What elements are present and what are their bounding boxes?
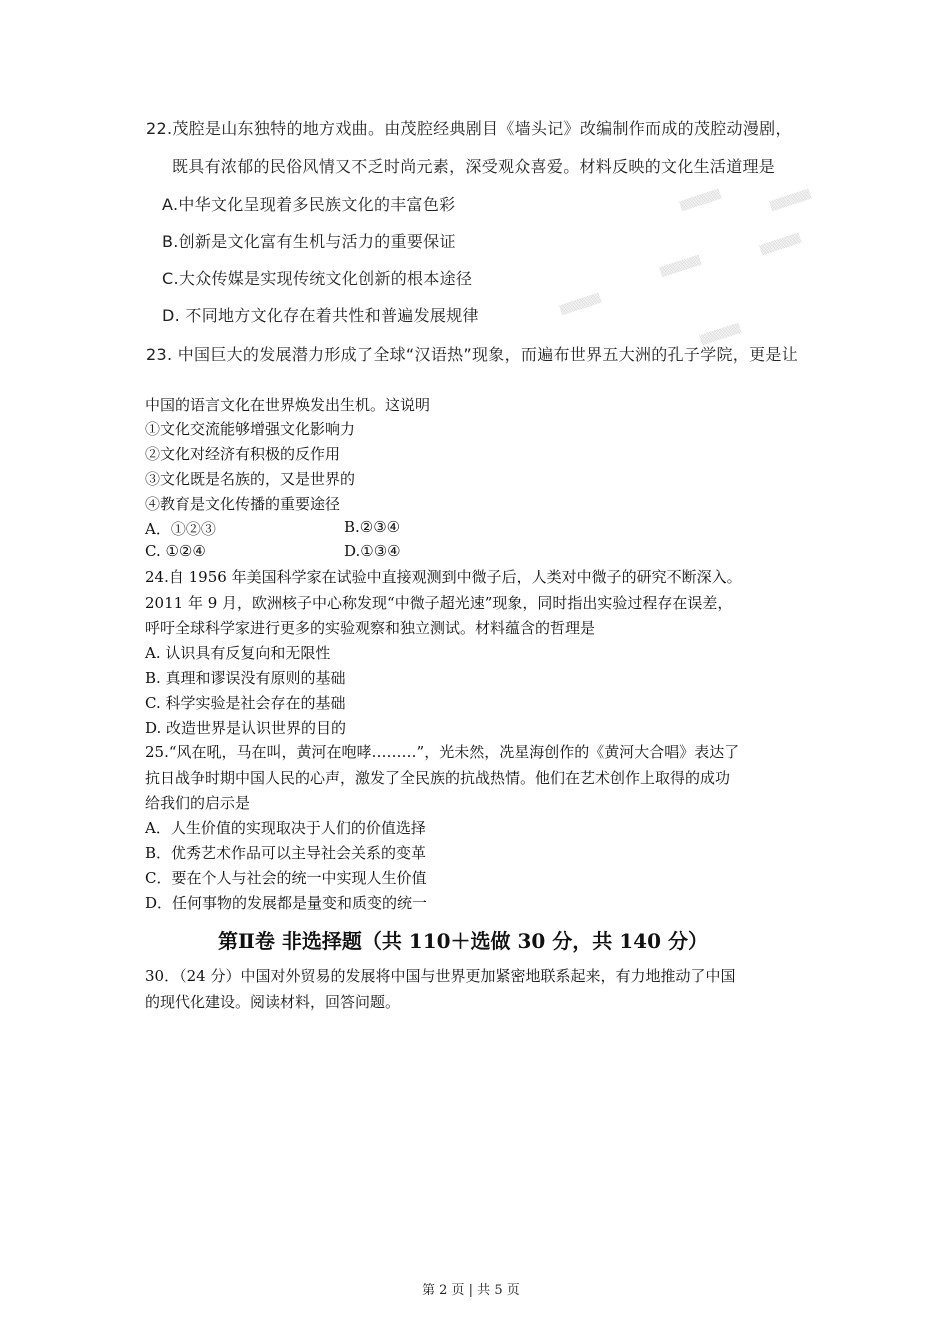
q23-stem-line2: 中国的语言文化在世界焕发出生机。这说明 [145,396,431,414]
page-footer: 第 2 页 | 共 5 页 [422,1283,520,1298]
q25-stem-line1: 25.“风在吼，马在叫，黄河在咆哮………”，光未然，冼星海创作的《黄河大合唱》表达了 [145,743,740,761]
q24-stem-line2: 2011 年 9 月，欧洲核子中心称发现“中微子超光速”现象，同时指出实验过程存在误差， [145,594,733,612]
q22-option-d: D. 不同地方文化存在着共性和普遍发展规律 [162,306,479,325]
q24-stem-line1: 24.自 1956 年美国科学家在试验中直接观测到中微子后，人类对中微子的研究不断深入。 [145,568,742,586]
q24-stem-line3: 呼吁全球科学家进行更多的实验观察和独立测试。材料蕴含的哲理是 [145,619,596,637]
q30-stem-line2: 的现代化建设。阅读材料，回答问题。 [145,993,401,1011]
q23-statement-1: ①文化交流能够增强文化影响力 [145,420,356,438]
q23-statement-3: ③文化既是名族的，又是世界的 [145,470,356,488]
q23-option-b: B.②③④ [344,518,401,536]
watermark: ▒▒▒▒▒▒ [659,255,703,279]
q24-option-c: C. 科学实验是社会存在的基础 [145,694,346,712]
q25-option-c: C．要在个人与社会的统一中实现人生价值 [145,869,427,887]
q24-option-b: B. 真理和谬误没有原则的基础 [145,669,346,687]
q25-stem-line3: 给我们的启示是 [145,794,251,812]
watermark: ▒▒▒▒▒▒ [759,233,803,257]
q24-option-a: A. 认识具有反复向和无限性 [145,644,331,662]
q23-statement-4: ④教育是文化传播的重要途径 [145,495,341,513]
q23-option-c: C. ①②④ [145,542,206,560]
q22-stem-line1: 22.茂腔是山东独特的地方戏曲。由茂腔经典剧目《墙头记》改编制作而成的茂腔动漫剧， [146,119,792,138]
watermark: ▒▒▒▒▒▒ [769,189,813,213]
q22-option-b: B.创新是文化富有生机与活力的重要保证 [162,232,456,251]
q23-statement-2: ②文化对经济有积极的反作用 [145,445,341,463]
q25-option-b: B．优秀艺术作品可以主导社会关系的变革 [145,844,427,862]
watermark: ▒▒▒▒▒▒ [679,189,723,213]
section-2-heading: 第Ⅱ卷 非选择题（共 110＋选做 30 分，共 140 分） [218,929,708,953]
q23-option-a: A．①②③ [145,520,216,538]
q25-stem-line2: 抗日战争时期中国人民的心声，激发了全民族的抗战热情。他们在艺术创作上取得的成功 [145,769,731,787]
q25-option-d: D．任何事物的发展都是量变和质变的统一 [145,894,428,912]
watermark: ▒▒▒▒▒▒ [559,293,603,317]
q22-stem-line2: 既具有浓郁的民俗风情又不乏时尚元素，深受观众喜爱。材料反映的文化生活道理是 [172,157,776,176]
q30-stem-line1: 30．（24 分）中国对外贸易的发展将中国与世界更加紧密地联系起来，有力地推动了中国 [145,967,736,985]
q23-stem-line1: 23. 中国巨大的发展潜力形成了全球“汉语热”现象，而遍布世界五大洲的孔子学院，更是让 [146,345,799,364]
q22-option-c: C.大众传媒是实现传统文化创新的根本途径 [162,269,473,288]
q24-option-d: D. 改造世界是认识世界的目的 [145,719,347,737]
q25-option-a: A．人生价值的实现取决于人们的价值选择 [145,819,426,837]
q23-option-d: D.①③④ [344,542,401,560]
watermark: ▒▒▒▒▒▒ [699,323,743,347]
q22-option-a: A.中华文化呈现着多民族文化的丰富色彩 [162,195,456,214]
